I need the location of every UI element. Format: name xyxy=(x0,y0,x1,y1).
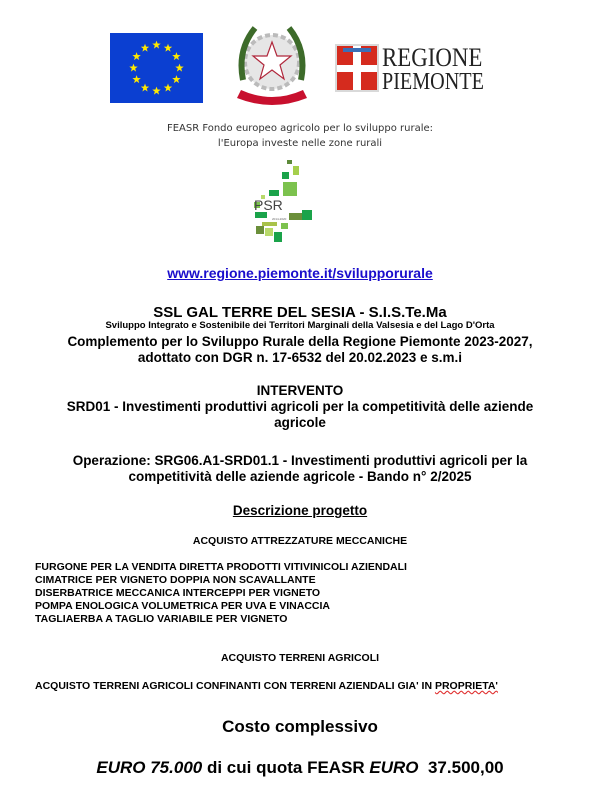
star-icon xyxy=(175,64,183,72)
regione-piemonte-logo xyxy=(335,44,487,94)
regione-text: REGIONE xyxy=(382,43,483,72)
feasr-euro-label: EURO xyxy=(369,758,419,777)
intervento-label: INTERVENTO xyxy=(256,383,344,398)
star-icon xyxy=(152,41,160,49)
operazione-line-1: Operazione: SRG06.A1-SRD01.1 - Investimenti produttivi agricoli per la xyxy=(72,453,528,468)
star-icon xyxy=(141,44,149,52)
piemonte-text: PIEMONTE xyxy=(382,69,484,95)
star-icon xyxy=(172,52,180,60)
list-item: CIMATRICE PER VIGNETO DOPPIA NON SCAVALLANTE xyxy=(35,574,316,586)
psr-text: PSR xyxy=(254,197,283,213)
terreni-text: ACQUISTO TERRENI AGRICOLI CONFINANTI CON TERRENI AZIENDALI GIA' IN xyxy=(35,680,435,692)
website-link-container xyxy=(0,265,600,281)
star-icon xyxy=(172,75,180,83)
italian-republic-emblem xyxy=(233,20,311,114)
feasr-amount: 37.500,00 xyxy=(418,758,504,777)
star-icon xyxy=(164,44,172,52)
total-amount: EURO 75.000 xyxy=(96,758,203,777)
regione-website-link[interactable]: www.regione.piemonte.it/svilupporurale xyxy=(167,265,433,281)
list-item: TAGLIAERBA A TAGLIO VARIABILE PER VIGNETO xyxy=(35,613,288,625)
complemento-line-1: Complemento per lo Sviluppo Rurale della Regione Piemonte 2023-2027, xyxy=(67,334,533,349)
list-item: POMPA ENOLOGICA VOLUMETRICA PER UVA E VINACCIA xyxy=(35,600,330,612)
star-icon xyxy=(164,84,172,92)
psr-logo xyxy=(250,160,314,245)
feasr-line-2: l'Europa investe nelle zone rurali xyxy=(217,138,383,149)
section-terreni-title: ACQUISTO TERRENI AGRICOLI xyxy=(220,652,380,664)
section-attrezzature-title: ACQUISTO ATTREZZATURE MECCANICHE xyxy=(192,535,408,547)
star-icon xyxy=(141,84,149,92)
eu-flag-logo xyxy=(110,33,203,103)
star-icon xyxy=(152,87,160,95)
eu-stars-icon xyxy=(110,33,203,103)
costo-middle: di cui quota FEASR xyxy=(202,758,370,777)
feasr-line-1: FEASR Fondo europeo agricolo per lo sviluppo rurale: xyxy=(166,123,434,134)
spellcheck-word: PROPRIETA' xyxy=(434,680,498,692)
intervento-line-2: agricole xyxy=(274,415,326,430)
operazione-line-2: competitività delle aziende agricole - Bando n° 2/2025 xyxy=(128,469,472,484)
ssl-subtitle: Sviluppo Integrato e Sostenibile dei Territori Marginali della Valsesia e del Lago D'Orta xyxy=(105,320,495,331)
feasr-caption xyxy=(0,121,600,151)
star-icon xyxy=(129,64,137,72)
complemento-line-2: adottato con DGR n. 17-6532 del 20.02.2023 e s.m.i xyxy=(137,350,463,365)
descrizione-title: Descrizione progetto xyxy=(232,503,368,518)
star-icon xyxy=(132,75,140,83)
costo-amount-line xyxy=(0,759,600,776)
terreni-description xyxy=(35,681,498,692)
intervento-line-1: SRD01 - Investimenti produttivi agricoli per la competitività delle aziende xyxy=(66,399,534,414)
list-item: FURGONE PER LA VENDITA DIRETTA PRODOTTI VITIVINICOLI AZIENDALI xyxy=(35,561,407,573)
ssl-title: SSL GAL TERRE DEL SESIA - S.I.S.Te.Ma xyxy=(153,304,447,321)
star-icon xyxy=(132,52,140,60)
costo-title: Costo complessivo xyxy=(222,717,378,736)
list-item: DISERBATRICE MECCANICA INTERCEPPI PER VIGNETO xyxy=(35,587,321,599)
psr-years: 2014-2020 xyxy=(272,217,287,221)
